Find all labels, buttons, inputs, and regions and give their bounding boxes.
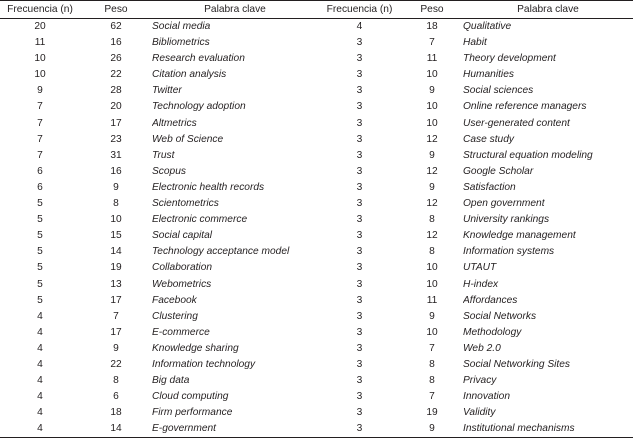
cell-keyword-right: Habit — [463, 37, 487, 49]
cell-keyword-left: Technology acceptance model — [152, 246, 290, 258]
cell-weight-left: 28 — [110, 85, 122, 97]
cell-frequency-right: 3 — [356, 230, 363, 242]
cell-weight-left: 14 — [110, 246, 122, 258]
cell-frequency-left: 5 — [37, 230, 43, 242]
cell-frequency-right: 3 — [356, 407, 363, 419]
cell-keyword-right: User-generated content — [463, 117, 570, 129]
cell-weight-right: 19 — [426, 407, 438, 419]
cell-frequency-left: 9 — [37, 85, 43, 97]
cell-keyword-left: Electronic commerce — [152, 214, 248, 226]
cell-frequency-right: 3 — [356, 262, 363, 274]
cell-keyword-left: Altmetrics — [152, 117, 197, 129]
cell-frequency-right: 3 — [356, 53, 363, 65]
table-header — [0, 1, 633, 19]
cell-weight-left: 18 — [110, 407, 122, 419]
table-row — [0, 164, 633, 180]
cell-weight-left: 17 — [110, 294, 122, 306]
cell-frequency-left: 5 — [37, 198, 43, 210]
cell-frequency-right: 3 — [356, 294, 363, 306]
table-row — [0, 277, 633, 293]
cell-frequency-left: 5 — [37, 294, 43, 306]
cell-keyword-right: Institutional mechanisms — [463, 421, 633, 438]
cell-weight-left: 8 — [113, 198, 119, 210]
cell-frequency-left: 7 — [37, 133, 43, 145]
cell-frequency-right: 3 — [356, 326, 363, 338]
cell-frequency-right: 3 — [356, 37, 363, 49]
cell-frequency-left: 4 — [37, 358, 43, 370]
cell-weight-left: 6 — [113, 391, 119, 403]
cell-keyword-left: Information technology — [152, 358, 256, 370]
cell-weight-right: 10 — [426, 262, 438, 274]
table-row — [0, 341, 633, 357]
cell-keyword-left: Cloud computing — [152, 391, 229, 403]
cell-weight-right: 10 — [426, 278, 438, 290]
cell-weight-left: 10 — [110, 214, 122, 226]
cell-frequency-left: 10 — [34, 69, 46, 81]
cell-weight-left: 15 — [110, 230, 122, 242]
cell-frequency-left: 11 — [34, 37, 46, 49]
cell-keyword-left: Trust — [152, 149, 175, 161]
cell-frequency-right: 3 — [356, 214, 363, 226]
cell-frequency-left: 7 — [37, 149, 43, 161]
cell-frequency-left: 7 — [37, 101, 43, 113]
cell-frequency-left: 10 — [34, 53, 46, 65]
cell-frequency-left: 4 — [37, 391, 43, 403]
table-row — [0, 212, 633, 228]
cell-keyword-right: Social Networks — [463, 310, 537, 322]
cell-frequency-right: 3 — [356, 101, 363, 113]
cell-keyword-left: Scientometrics — [152, 198, 219, 210]
cell-frequency-right: 3 — [356, 181, 363, 193]
cell-weight-right: 7 — [429, 342, 435, 354]
cell-keyword-left: Electronic health records — [152, 181, 265, 193]
cell-keyword-left: Web of Science — [152, 133, 224, 145]
cell-frequency-left: 6 — [37, 165, 43, 177]
cell-weight-right: 11 — [426, 53, 438, 65]
cell-frequency-left: 4 — [37, 375, 43, 387]
cell-frequency-right: 3 — [356, 358, 363, 370]
cell-weight-right: 8 — [429, 246, 435, 258]
table-row — [0, 19, 633, 36]
cell-weight-right: 12 — [426, 133, 438, 145]
cell-weight-right: 9 — [401, 421, 463, 438]
cell-frequency-right: 4 — [356, 21, 363, 32]
cell-frequency-right: 3 — [356, 165, 363, 177]
table-row — [0, 67, 633, 83]
cell-weight-left: 20 — [110, 101, 122, 113]
cell-weight-left: 17 — [110, 117, 122, 129]
table-row — [0, 293, 633, 309]
cell-weight-right: 9 — [429, 149, 435, 161]
table-row — [0, 180, 633, 196]
cell-frequency-right: 3 — [356, 310, 363, 322]
cell-weight-left: 22 — [110, 69, 122, 81]
cell-frequency-left: 20 — [34, 21, 46, 32]
cell-keyword-right: Social Networking Sites — [463, 358, 571, 370]
table-row — [0, 244, 633, 260]
header-frequency-left: Frecuencia (n) — [0, 1, 80, 19]
table-row — [0, 373, 633, 389]
cell-keyword-right: Affordances — [463, 294, 518, 306]
table-body — [0, 19, 633, 438]
cell-keyword-right: Innovation — [463, 391, 511, 403]
cell-weight-right: 7 — [429, 37, 435, 49]
cell-keyword-left: Citation analysis — [152, 69, 227, 81]
cell-keyword-right: Open government — [463, 198, 545, 210]
header-frequency-right: Frecuencia (n) — [318, 1, 401, 19]
cell-keyword-right: Social sciences — [463, 85, 534, 97]
cell-frequency-left: 7 — [37, 117, 43, 129]
cell-keyword-left: E-government — [152, 421, 318, 438]
header-weight-right: Peso — [401, 1, 463, 19]
table-row — [0, 260, 633, 276]
cell-frequency-left: 4 — [37, 326, 43, 338]
cell-weight-left: 8 — [113, 375, 119, 387]
cell-weight-right: 8 — [429, 358, 435, 370]
cell-keyword-left: Knowledge sharing — [152, 342, 239, 354]
table-row — [0, 148, 633, 164]
cell-frequency-right: 3 — [356, 342, 363, 354]
table-row — [0, 389, 633, 405]
cell-keyword-right: Information systems — [463, 246, 555, 258]
cell-frequency-right: 3 — [356, 133, 363, 145]
table-row — [0, 228, 633, 244]
table-row — [0, 132, 633, 148]
cell-frequency-right: 3 — [318, 421, 401, 438]
cell-weight-right: 10 — [426, 117, 438, 129]
cell-weight-right: 7 — [429, 391, 435, 403]
cell-keyword-left: Scopus — [152, 165, 186, 177]
table-row — [0, 196, 633, 212]
cell-frequency-left: 5 — [37, 214, 43, 226]
cell-weight-right: 8 — [429, 214, 435, 226]
cell-keyword-right: Qualitative — [463, 21, 512, 32]
table-row — [0, 35, 633, 51]
cell-frequency-left: 6 — [37, 181, 43, 193]
cell-keyword-right: Validity — [463, 407, 496, 419]
header-weight-left: Peso — [80, 1, 152, 19]
cell-weight-right: 11 — [426, 294, 438, 306]
cell-weight-left: 62 — [110, 21, 122, 32]
cell-keyword-right: Web 2.0 — [463, 342, 501, 354]
cell-frequency-right: 3 — [356, 198, 363, 210]
cell-weight-left: 9 — [113, 181, 119, 193]
cell-keyword-left: Facebook — [152, 294, 197, 306]
cell-frequency-left: 4 — [37, 407, 43, 419]
cell-keyword-right: University rankings — [463, 214, 550, 226]
cell-keyword-right: Theory development — [463, 53, 556, 65]
cell-weight-left: 23 — [110, 133, 122, 145]
cell-weight-left: 13 — [110, 278, 122, 290]
cell-keyword-left: Social capital — [152, 230, 213, 242]
cell-keyword-left: Webometrics — [152, 278, 212, 290]
cell-keyword-left: Firm performance — [152, 407, 233, 419]
cell-weight-right: 18 — [426, 21, 438, 32]
cell-frequency-left: 4 — [37, 310, 43, 322]
cell-keyword-left: Twitter — [152, 85, 182, 97]
cell-frequency-right: 3 — [356, 246, 363, 258]
cell-weight-right: 9 — [429, 310, 435, 322]
cell-weight-right: 12 — [426, 230, 438, 242]
cell-keyword-right: Satisfaction — [463, 181, 516, 193]
cell-keyword-left: Bibliometrics — [152, 37, 210, 49]
table-row — [0, 325, 633, 341]
cell-keyword-right: Methodology — [463, 326, 522, 338]
cell-weight-left: 19 — [110, 262, 122, 274]
cell-keyword-right: Google Scholar — [463, 165, 534, 177]
cell-weight-left: 7 — [113, 310, 119, 322]
cell-keyword-right: Knowledge management — [463, 230, 576, 242]
cell-frequency-right: 3 — [356, 375, 363, 387]
cell-weight-left: 26 — [110, 53, 122, 65]
table-row — [0, 405, 633, 421]
cell-keyword-left: Technology adoption — [152, 101, 246, 113]
cell-keyword-left: Clustering — [152, 310, 198, 322]
header-keyword-right: Palabra clave — [463, 1, 633, 19]
cell-weight-right: 9 — [429, 85, 435, 97]
cell-keyword-right: Humanities — [463, 69, 514, 81]
cell-weight-right: 10 — [426, 326, 438, 338]
cell-keyword-left: E-commerce — [152, 326, 210, 338]
cell-weight-left: 31 — [110, 149, 122, 161]
cell-keyword-right: UTAUT — [463, 262, 497, 274]
header-row — [0, 1, 633, 19]
cell-keyword-left: Research evaluation — [152, 53, 245, 65]
cell-frequency-left: 4 — [0, 421, 80, 438]
cell-frequency-left: 5 — [37, 262, 43, 274]
cell-frequency-right: 3 — [356, 69, 363, 81]
cell-weight-right: 10 — [426, 69, 438, 81]
table-row — [0, 421, 633, 438]
table-row — [0, 116, 633, 132]
cell-keyword-right: H-index — [463, 278, 499, 290]
cell-keyword-right: Structural equation modeling — [463, 149, 593, 161]
cell-weight-left: 17 — [110, 326, 122, 338]
cell-keyword-left: Collaboration — [152, 262, 213, 274]
cell-frequency-right: 3 — [356, 85, 363, 97]
cell-weight-left: 9 — [113, 342, 119, 354]
cell-keyword-left: Big data — [152, 375, 190, 387]
cell-frequency-left: 5 — [37, 246, 43, 258]
table-row — [0, 357, 633, 373]
table-row — [0, 51, 633, 67]
cell-frequency-right: 3 — [356, 117, 363, 129]
cell-frequency-right: 3 — [356, 391, 363, 403]
cell-frequency-right: 3 — [356, 278, 363, 290]
cell-weight-right: 10 — [426, 101, 438, 113]
cell-weight-left: 22 — [110, 358, 122, 370]
cell-frequency-left: 4 — [37, 342, 43, 354]
header-keyword-left: Palabra clave — [152, 1, 318, 19]
table-row — [0, 99, 633, 115]
cell-weight-right: 9 — [429, 181, 435, 193]
cell-weight-right: 12 — [426, 198, 438, 210]
cell-weight-right: 12 — [426, 165, 438, 177]
table-row — [0, 83, 633, 99]
table-row — [0, 309, 633, 325]
cell-keyword-left: Social media — [152, 21, 211, 32]
cell-keyword-right: Online reference managers — [463, 101, 587, 113]
cell-weight-left: 16 — [110, 37, 122, 49]
cell-frequency-left: 5 — [37, 278, 43, 290]
cell-weight-left: 14 — [80, 421, 152, 438]
cell-keyword-right: Privacy — [463, 375, 497, 387]
cell-keyword-right: Case study — [463, 133, 514, 145]
cell-frequency-right: 3 — [356, 149, 363, 161]
cell-weight-left: 16 — [110, 165, 122, 177]
cell-weight-right: 8 — [429, 375, 435, 387]
